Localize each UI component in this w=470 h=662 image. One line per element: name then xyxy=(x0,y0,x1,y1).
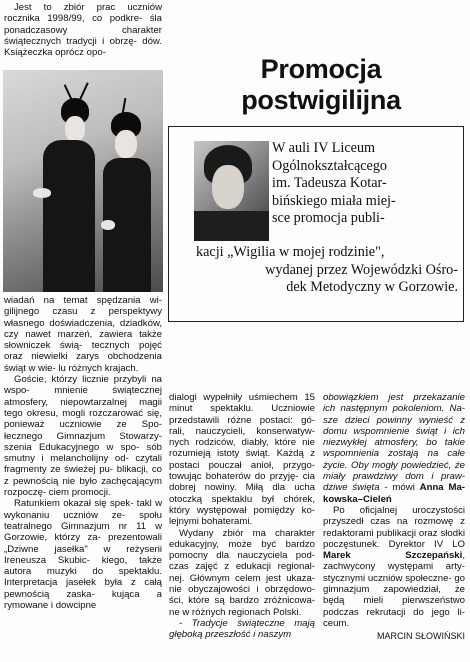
intro-column xyxy=(4,2,162,58)
performance-photo xyxy=(3,70,163,292)
article-column-3 xyxy=(323,392,465,643)
paragraph xyxy=(4,374,162,498)
text-line: wspomnienia zostają na całe xyxy=(323,448,465,460)
text-line: że miały prawdziwy dom i praw- xyxy=(323,459,465,483)
text-line: lejnymi bohaterami. xyxy=(169,516,253,528)
lead-line: sce promocja publi- xyxy=(272,210,385,227)
text-line: rocznika 1998/99, co podkre- xyxy=(4,13,143,25)
text-line: społu teatralnego Gimnazjum xyxy=(4,509,162,532)
text-line: zachwycony występami arty- xyxy=(323,561,465,573)
lead-line: Ogólnokształcącego xyxy=(272,157,388,174)
lead-line: W auli IV Liceum xyxy=(272,140,376,156)
text-line: obowiązkiem jest przekazanie xyxy=(323,392,465,403)
text-line: kująca a rymowane i dowcipne xyxy=(4,588,162,612)
text-line: mnienie świątecznej atmosfery, xyxy=(4,385,162,408)
text-line: lu różnych krajach. xyxy=(58,362,139,374)
text-line: blikacji, co z pewnością nie xyxy=(4,464,162,487)
lead-text-wide xyxy=(196,244,458,297)
quote-paragraph xyxy=(323,392,465,505)
text-line: stycznymi uczniów społeczne- xyxy=(323,572,452,584)
text-line: życie. Oby mogły powiedzieć, xyxy=(323,459,452,471)
text-line: który występował pomiędzy ko- xyxy=(169,504,315,516)
person-name: Anna Ma- xyxy=(419,482,465,494)
text-line: domu wspomnienie świąt i ich xyxy=(323,425,465,437)
text-line: nej. Głównym celem jest ukaza- xyxy=(169,572,315,584)
intro-paragraph xyxy=(4,2,162,58)
text-line: gilijnego czasu z perspektywy xyxy=(4,306,162,318)
title-line: Promocja xyxy=(260,54,382,84)
text-line: w reżyserii Ireneusza Skubic- xyxy=(4,543,162,566)
text-line: zarys obchodzenia świąt w wie- xyxy=(4,351,162,374)
paragraph xyxy=(4,295,162,374)
text-line: dziadków, czy nawet marzeń, xyxy=(4,317,163,340)
text-line: pomocny dla nauczyciela pod- xyxy=(169,550,315,562)
text-line: śla ponadczasowy charakter xyxy=(4,13,162,36)
text-line: Wydany zbiór ma charakter xyxy=(179,527,315,539)
text-line: takl w wykonaniu uczniów ze- xyxy=(4,498,163,521)
text-line: - mówi xyxy=(379,482,420,494)
lead-line: kacji „Wigilia w mojej rodzinie", xyxy=(196,244,385,260)
text-line: edukacyjny, może być bardzo xyxy=(169,538,315,550)
text-line: spektaklu. Interpretacja jasełek xyxy=(4,566,162,589)
text-line: niezwykłej atmosfery, bo takie xyxy=(323,437,465,449)
person-name: kowska–Cieleń xyxy=(323,493,392,505)
text-line: ceum. xyxy=(323,617,350,629)
paragraph xyxy=(169,392,315,528)
text-line: cia dobrej nowiny. Miłą dla ucha xyxy=(169,471,315,494)
text-line: dziwe święta xyxy=(323,482,380,494)
article-column-1 xyxy=(4,295,162,611)
text-line: Ratunkiem okazał się spek- xyxy=(14,498,134,510)
text-line: tecznych pojęć oraz niewielki xyxy=(4,340,162,363)
text-line: sze dzieci powinny wynieść z xyxy=(323,414,465,426)
text-line: minut spektaklu. Uczniowie xyxy=(169,403,315,415)
text-line: rali, nauczycieli, konserwatyw- xyxy=(169,425,315,437)
text-line: własnego doświadczenia, xyxy=(4,317,115,329)
text-line: nych rodziców, diabły, które nie xyxy=(169,437,315,449)
text-line: Po oficjalnej uroczystości xyxy=(333,504,465,516)
paragraph xyxy=(323,505,465,629)
lead-line: dek Metodyczny w Gorzowie. xyxy=(286,279,458,296)
title-line: postwigilijna xyxy=(241,85,401,115)
text-line: postaci pouczał anioł, przygo- xyxy=(169,459,315,471)
text-line: rozumieją istoty świąt. Każdą z xyxy=(169,448,315,460)
text-line: ne w różnych regionach Polski. xyxy=(169,606,302,618)
author-byline: MARCIN SŁOWIŃSKI xyxy=(376,631,465,642)
text-line: słodki poczęstunek. Dyrektor xyxy=(323,527,466,550)
text-line: przedstawili różne postaci: gó- xyxy=(169,414,315,426)
article-column-2 xyxy=(169,392,315,641)
portrait-photo xyxy=(194,141,269,241)
text-line: była z całą pewnością zaska- xyxy=(4,577,163,600)
lead-line: bińskiego miała miej- xyxy=(272,192,396,209)
text-line: dialogi wypełniły uśmiechem 15 xyxy=(169,392,315,403)
text-line: ciem promocji. xyxy=(48,487,111,499)
text-line: dów. Książeczka oprócz opo- xyxy=(4,35,162,59)
lead-line: wydanej przez Wojewódzki Ośro- xyxy=(265,261,458,278)
text-line: towując bohaterów do przyję- xyxy=(169,471,299,483)
text-line: zawiera także słowniczek świą- xyxy=(4,328,162,352)
text-line: - Tradycje świąteczne mają xyxy=(179,617,315,629)
text-line: nie obyczajowości i obrzędowo- xyxy=(169,584,315,596)
text-line: przyszedł czas na rozmowę z xyxy=(323,516,465,528)
text-line: czas zajęć z edukacji regional- xyxy=(169,561,315,573)
text-line: głęboką przeszłość i naszym xyxy=(169,629,292,641)
article-title xyxy=(176,54,466,116)
text-line: czytali fragmenty ze świeżej pu- xyxy=(4,453,162,476)
text-line: niepowtarzalnej magii tego xyxy=(4,396,162,419)
text-line: Goście, którzy licznie przybyli na wspo- xyxy=(4,374,162,397)
text-line: prezentowali „Dziwne jasełka" xyxy=(4,532,162,555)
text-line: ponieważ uczniowie ze Spo- xyxy=(4,419,162,431)
text-line: ści, które są bardzo zróżnicowa- xyxy=(169,595,315,607)
text-line: ich następnym pokoleniom. Na- xyxy=(323,403,465,415)
text-line: nr 11 w Gorzowie, którzy za- xyxy=(4,520,163,544)
text-line: kiego, także autora muzyki do xyxy=(4,554,162,578)
text-line: okresu, mogli rozczarować się, xyxy=(26,407,162,419)
text-line: podczas rekrutacji do jego li- xyxy=(323,606,465,618)
quote-paragraph xyxy=(169,618,315,641)
text-line: że będą mieli pierwszeństwo xyxy=(323,584,465,607)
text-line: IV LO xyxy=(434,538,466,550)
lead-text xyxy=(272,140,458,228)
text-line: szenia Edukacyjnego w spo- xyxy=(4,441,140,453)
paragraph xyxy=(4,498,162,611)
text-line: było zachęcającym rozpoczę- xyxy=(4,475,162,499)
text-line: wiadań na temat spędzania wi- xyxy=(4,295,162,306)
text-line: Jest to zbiór prac uczniów xyxy=(14,2,162,13)
lead-line: im. Tadeusza Kotar- xyxy=(272,175,387,192)
person-name: Marek Szczepański xyxy=(323,550,463,562)
text-line: łecznego Gimnazjum Stowarzy- xyxy=(4,430,162,442)
text-line: , xyxy=(462,550,465,562)
text-line: świątecznych tradycji i obrzę- xyxy=(4,35,137,47)
text-line: redaktorami publikacji oraz xyxy=(323,527,438,539)
text-line: go gimnazjum zapowiedział, xyxy=(323,572,465,596)
text-line: otoczką spektaklu był chórek, xyxy=(169,493,315,505)
paragraph xyxy=(169,528,315,618)
text-line: sób smutny i melancholijny od- xyxy=(4,441,162,465)
